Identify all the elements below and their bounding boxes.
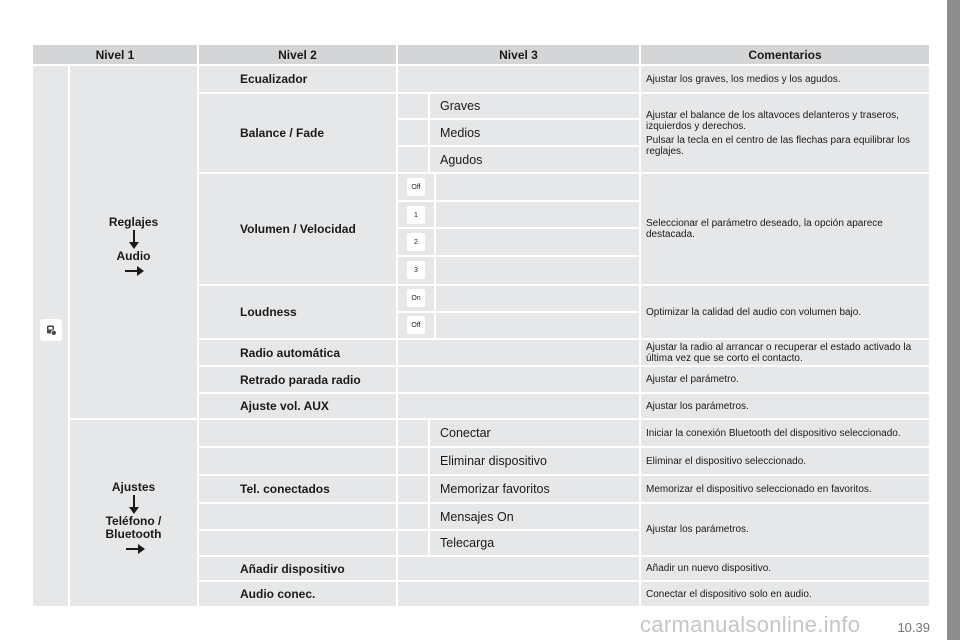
blank-cell <box>436 229 639 255</box>
volume-key-1: 1 <box>407 206 425 224</box>
audio-conn-comment: Conectar el dispositivo solo en audio. <box>641 582 929 606</box>
blank-cell <box>398 147 428 172</box>
blank-cell <box>436 174 639 200</box>
stop-delay-label: Retrado parada radio <box>231 367 396 392</box>
blank-cell <box>398 367 639 392</box>
balance-option-medios: Medios <box>430 120 639 145</box>
blank-cell <box>398 531 428 555</box>
blank-cell <box>231 420 396 446</box>
blank-cell <box>436 257 639 284</box>
volume-key-1-cell <box>398 202 434 227</box>
header-level3: Nivel 3 <box>398 45 639 64</box>
volume-key-2-cell <box>398 229 434 255</box>
blank-cell <box>199 582 231 606</box>
arrow-down-icon <box>128 495 140 515</box>
aux-volume-comment: Ajustar los parámetros. <box>641 394 929 418</box>
loudness-key-off: Off <box>407 316 425 334</box>
blank-cell <box>231 531 396 555</box>
equalizer-comment: Ajustar los graves, los medios y los agudos. <box>641 66 929 92</box>
stop-delay-comment: Ajustar el parámetro. <box>641 367 929 392</box>
blank-cell <box>199 531 231 555</box>
option-save-favorites: Memorizar favoritos <box>430 476 639 502</box>
blank-cell <box>199 557 231 580</box>
blank-cell <box>398 394 639 418</box>
blank-cell <box>231 448 396 474</box>
loudness-key-on: On <box>407 289 425 307</box>
arrow-right-icon <box>126 543 146 555</box>
loudness-label: Loudness <box>231 286 396 338</box>
blank-cell <box>199 367 231 392</box>
blank-cell <box>199 504 231 529</box>
blank-cell <box>398 420 428 446</box>
aux-volume-label: Ajuste vol. AUX <box>231 394 396 418</box>
blank-cell <box>398 582 639 606</box>
blank-cell <box>231 504 396 529</box>
blank-cell <box>398 94 428 118</box>
audio-conn-label: Audio conec. <box>231 582 396 606</box>
volume-key-3: 3 <box>407 261 425 279</box>
equalizer-label: Ecualizador <box>231 66 396 92</box>
blank-cell <box>436 313 639 338</box>
loudness-key-on-cell <box>398 286 434 311</box>
loudness-key-off-cell <box>398 313 434 338</box>
blank-cell <box>398 504 428 529</box>
option-download: Telecarga <box>430 531 639 555</box>
page-edge-tab <box>947 0 960 640</box>
watermark: carmanualsonline.info <box>640 612 861 637</box>
blank-cell <box>199 174 231 284</box>
audio-path-bottom: Audio <box>116 249 151 263</box>
volume-label: Volumen / Velocidad <box>231 174 396 284</box>
volume-key-off-cell <box>398 174 434 200</box>
auto-radio-label: Radio automática <box>231 340 396 365</box>
parameters-comment: Ajustar los parámetros. <box>641 504 929 555</box>
balance-option-agudos: Agudos <box>430 147 639 172</box>
volume-key-3-cell <box>398 257 434 284</box>
header-level1: Nivel 1 <box>33 45 197 64</box>
option-connect: Conectar <box>430 420 639 446</box>
blank-cell <box>199 476 231 502</box>
audio-path-top: Reglajes <box>108 215 159 229</box>
blank-cell <box>199 286 231 338</box>
blank-cell <box>398 66 639 92</box>
auto-radio-comment: Ajustar la radio al arrancar o recuperar el estado activado la última vez que se corto el contacto. <box>641 340 929 365</box>
blank-cell <box>199 340 231 365</box>
bt-path <box>70 481 197 555</box>
option-messages-on: Mensajes On <box>430 504 639 529</box>
header-comments: Comentarios <box>641 45 929 64</box>
arrow-down-icon <box>128 230 140 250</box>
balance-option-graves: Graves <box>430 94 639 118</box>
blank-cell <box>398 120 428 145</box>
favorites-comment: Memorizar el dispositivo seleccionado en favoritos. <box>641 476 929 502</box>
blank-cell <box>398 557 639 580</box>
blank-cell <box>199 420 231 446</box>
settings-menu-icon <box>40 319 62 341</box>
add-device-comment: Añadir un nuevo dispositivo. <box>641 557 929 580</box>
option-delete-device: Eliminar dispositivo <box>430 448 639 474</box>
volume-comment: Seleccionar el parámetro deseado, la opción aparece destacada. <box>641 174 929 284</box>
blank-cell <box>398 340 639 365</box>
arrow-right-icon <box>125 265 145 277</box>
connect-comment: Iniciar la conexión Bluetooth del dispositivo seleccionado. <box>641 420 929 446</box>
bt-path-top: Ajustes <box>111 480 156 494</box>
blank-cell <box>436 286 639 311</box>
blank-cell <box>436 202 639 227</box>
audio-path <box>70 216 197 277</box>
balance-comment: Ajustar el balance de los altavoces delanteros y traseros, izquierdos y derechos. Pulsar la tecla en el centro de las flechas para equilibrar los reglajes. <box>641 94 929 172</box>
blank-cell <box>199 94 231 172</box>
bt-path-bottom: Teléfono / Bluetooth <box>105 514 162 541</box>
blank-cell <box>398 476 428 502</box>
balance-label: Balance / Fade <box>231 94 396 172</box>
blank-cell <box>398 448 428 474</box>
page-number: 10.39 <box>897 620 930 635</box>
add-device-label: Añadir dispositivo <box>231 557 396 580</box>
blank-cell <box>199 66 231 92</box>
blank-cell <box>199 448 231 474</box>
delete-comment: Eliminar el dispositivo seleccionado. <box>641 448 929 474</box>
connected-phones-label: Tel. conectados <box>231 476 396 502</box>
volume-key-2: 2 <box>407 233 425 251</box>
blank-cell <box>199 394 231 418</box>
header-level2: Nivel 2 <box>199 45 396 64</box>
loudness-comment: Optimizar la calidad del audio con volumen bajo. <box>641 286 929 338</box>
volume-key-off: Off <box>407 178 425 196</box>
